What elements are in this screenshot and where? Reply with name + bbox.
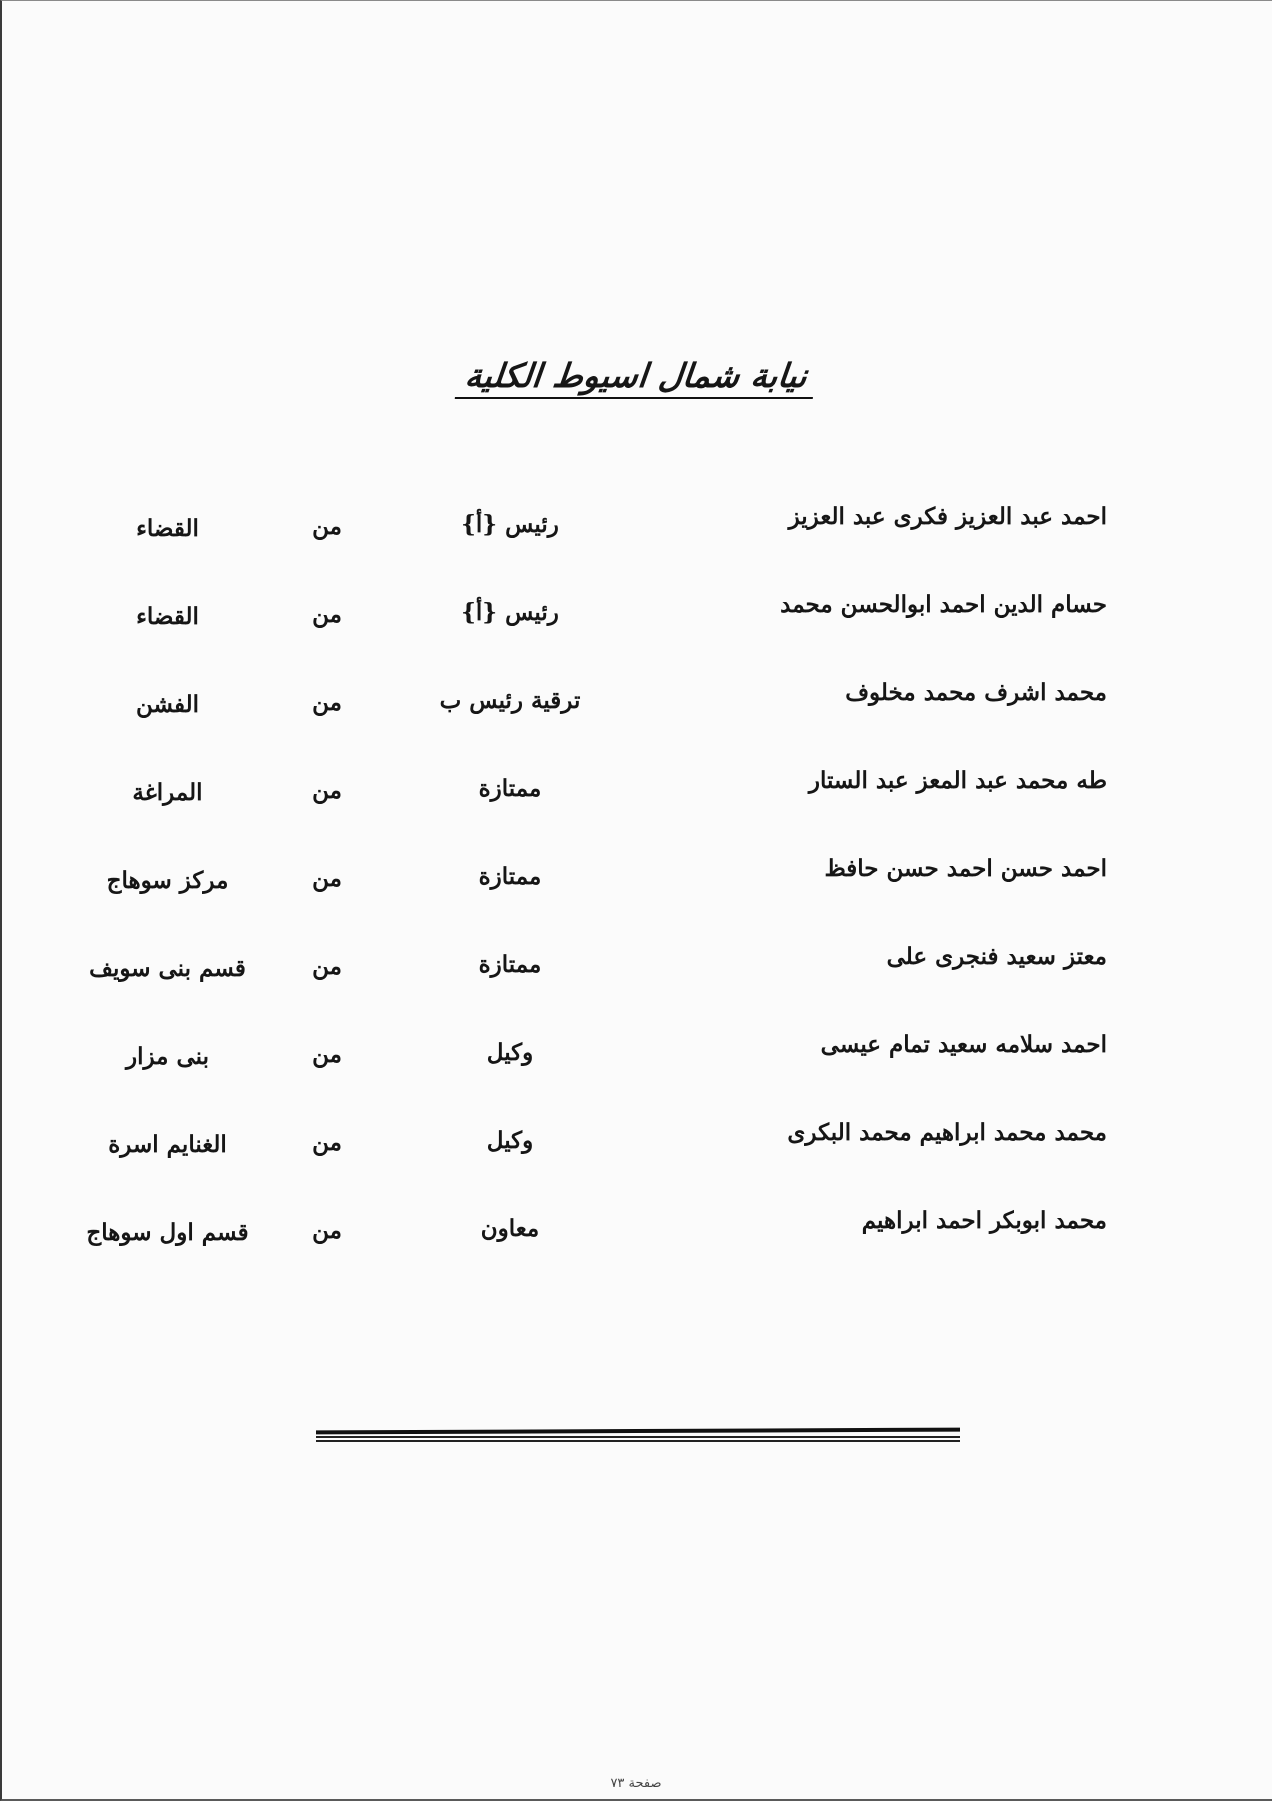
- member-name: معتز سعيد فنجرى على: [886, 943, 1107, 970]
- member-origin: المراغة: [132, 779, 203, 806]
- member-rank: وكيل: [486, 1039, 534, 1066]
- member-rank: ممتازة: [478, 951, 542, 978]
- roster-row: [0, 495, 1272, 583]
- member-rank: وكيل: [486, 1127, 534, 1154]
- member-origin: الغنايم اسرة: [108, 1131, 227, 1158]
- member-rank: ممتازة: [478, 775, 542, 802]
- member-rank: رئيس {أ}: [461, 599, 559, 626]
- from-label: من: [312, 953, 342, 980]
- page-title: نيابة شمال اسيوط الكلية: [455, 356, 817, 399]
- from-label: من: [312, 865, 342, 892]
- from-label: من: [312, 1217, 342, 1244]
- divider-line-thin: [316, 1436, 960, 1438]
- member-origin: القضاء: [136, 603, 199, 630]
- member-rank: ممتازة: [478, 863, 542, 890]
- divider-line-thin: [316, 1440, 960, 1442]
- divider-line-thick: [316, 1428, 960, 1435]
- member-name: احمد سلامه سعيد تمام عيسى: [820, 1031, 1107, 1058]
- from-label: من: [312, 513, 342, 540]
- roster-row: [0, 583, 1272, 671]
- from-label: من: [312, 1041, 342, 1068]
- roster-row: [0, 1111, 1272, 1199]
- member-name: احمد حسن احمد حسن حافظ: [824, 855, 1107, 882]
- member-name: محمد اشرف محمد مخلوف: [845, 679, 1107, 706]
- member-name: حسام الدين احمد ابوالحسن محمد: [780, 591, 1107, 618]
- roster-row: [0, 847, 1272, 935]
- from-label: من: [312, 689, 342, 716]
- from-label: من: [312, 1129, 342, 1156]
- member-origin: قسم بنى سويف: [89, 955, 246, 982]
- roster-list: [0, 495, 1272, 1287]
- roster-row: [0, 935, 1272, 1023]
- member-name: محمد ابوبكر احمد ابراهيم: [861, 1207, 1107, 1234]
- member-name: احمد عبد العزيز فكرى عبد العزيز: [788, 503, 1107, 530]
- member-origin: القضاء: [136, 515, 199, 542]
- roster-row: [0, 1199, 1272, 1287]
- member-rank: رئيس {أ}: [461, 511, 559, 538]
- member-name: طه محمد عبد المعز عبد الستار: [808, 767, 1107, 794]
- member-rank: معاون: [480, 1215, 540, 1242]
- roster-row: [0, 671, 1272, 759]
- member-origin: مركز سوهاج: [106, 867, 229, 894]
- from-label: من: [312, 601, 342, 628]
- member-origin: قسم اول سوهاج: [86, 1219, 249, 1246]
- from-label: من: [312, 777, 342, 804]
- roster-row: [0, 1023, 1272, 1111]
- page-number: صفحة ٧٣: [610, 1776, 662, 1791]
- section-divider: [316, 1429, 960, 1443]
- roster-row: [0, 759, 1272, 847]
- member-origin: بنى مزار: [125, 1043, 210, 1070]
- member-rank: ترقية رئيس ب: [439, 687, 581, 714]
- title-container: [0, 356, 1272, 399]
- member-origin: الفشن: [135, 691, 200, 718]
- member-name: محمد محمد ابراهيم محمد البكرى: [787, 1119, 1107, 1146]
